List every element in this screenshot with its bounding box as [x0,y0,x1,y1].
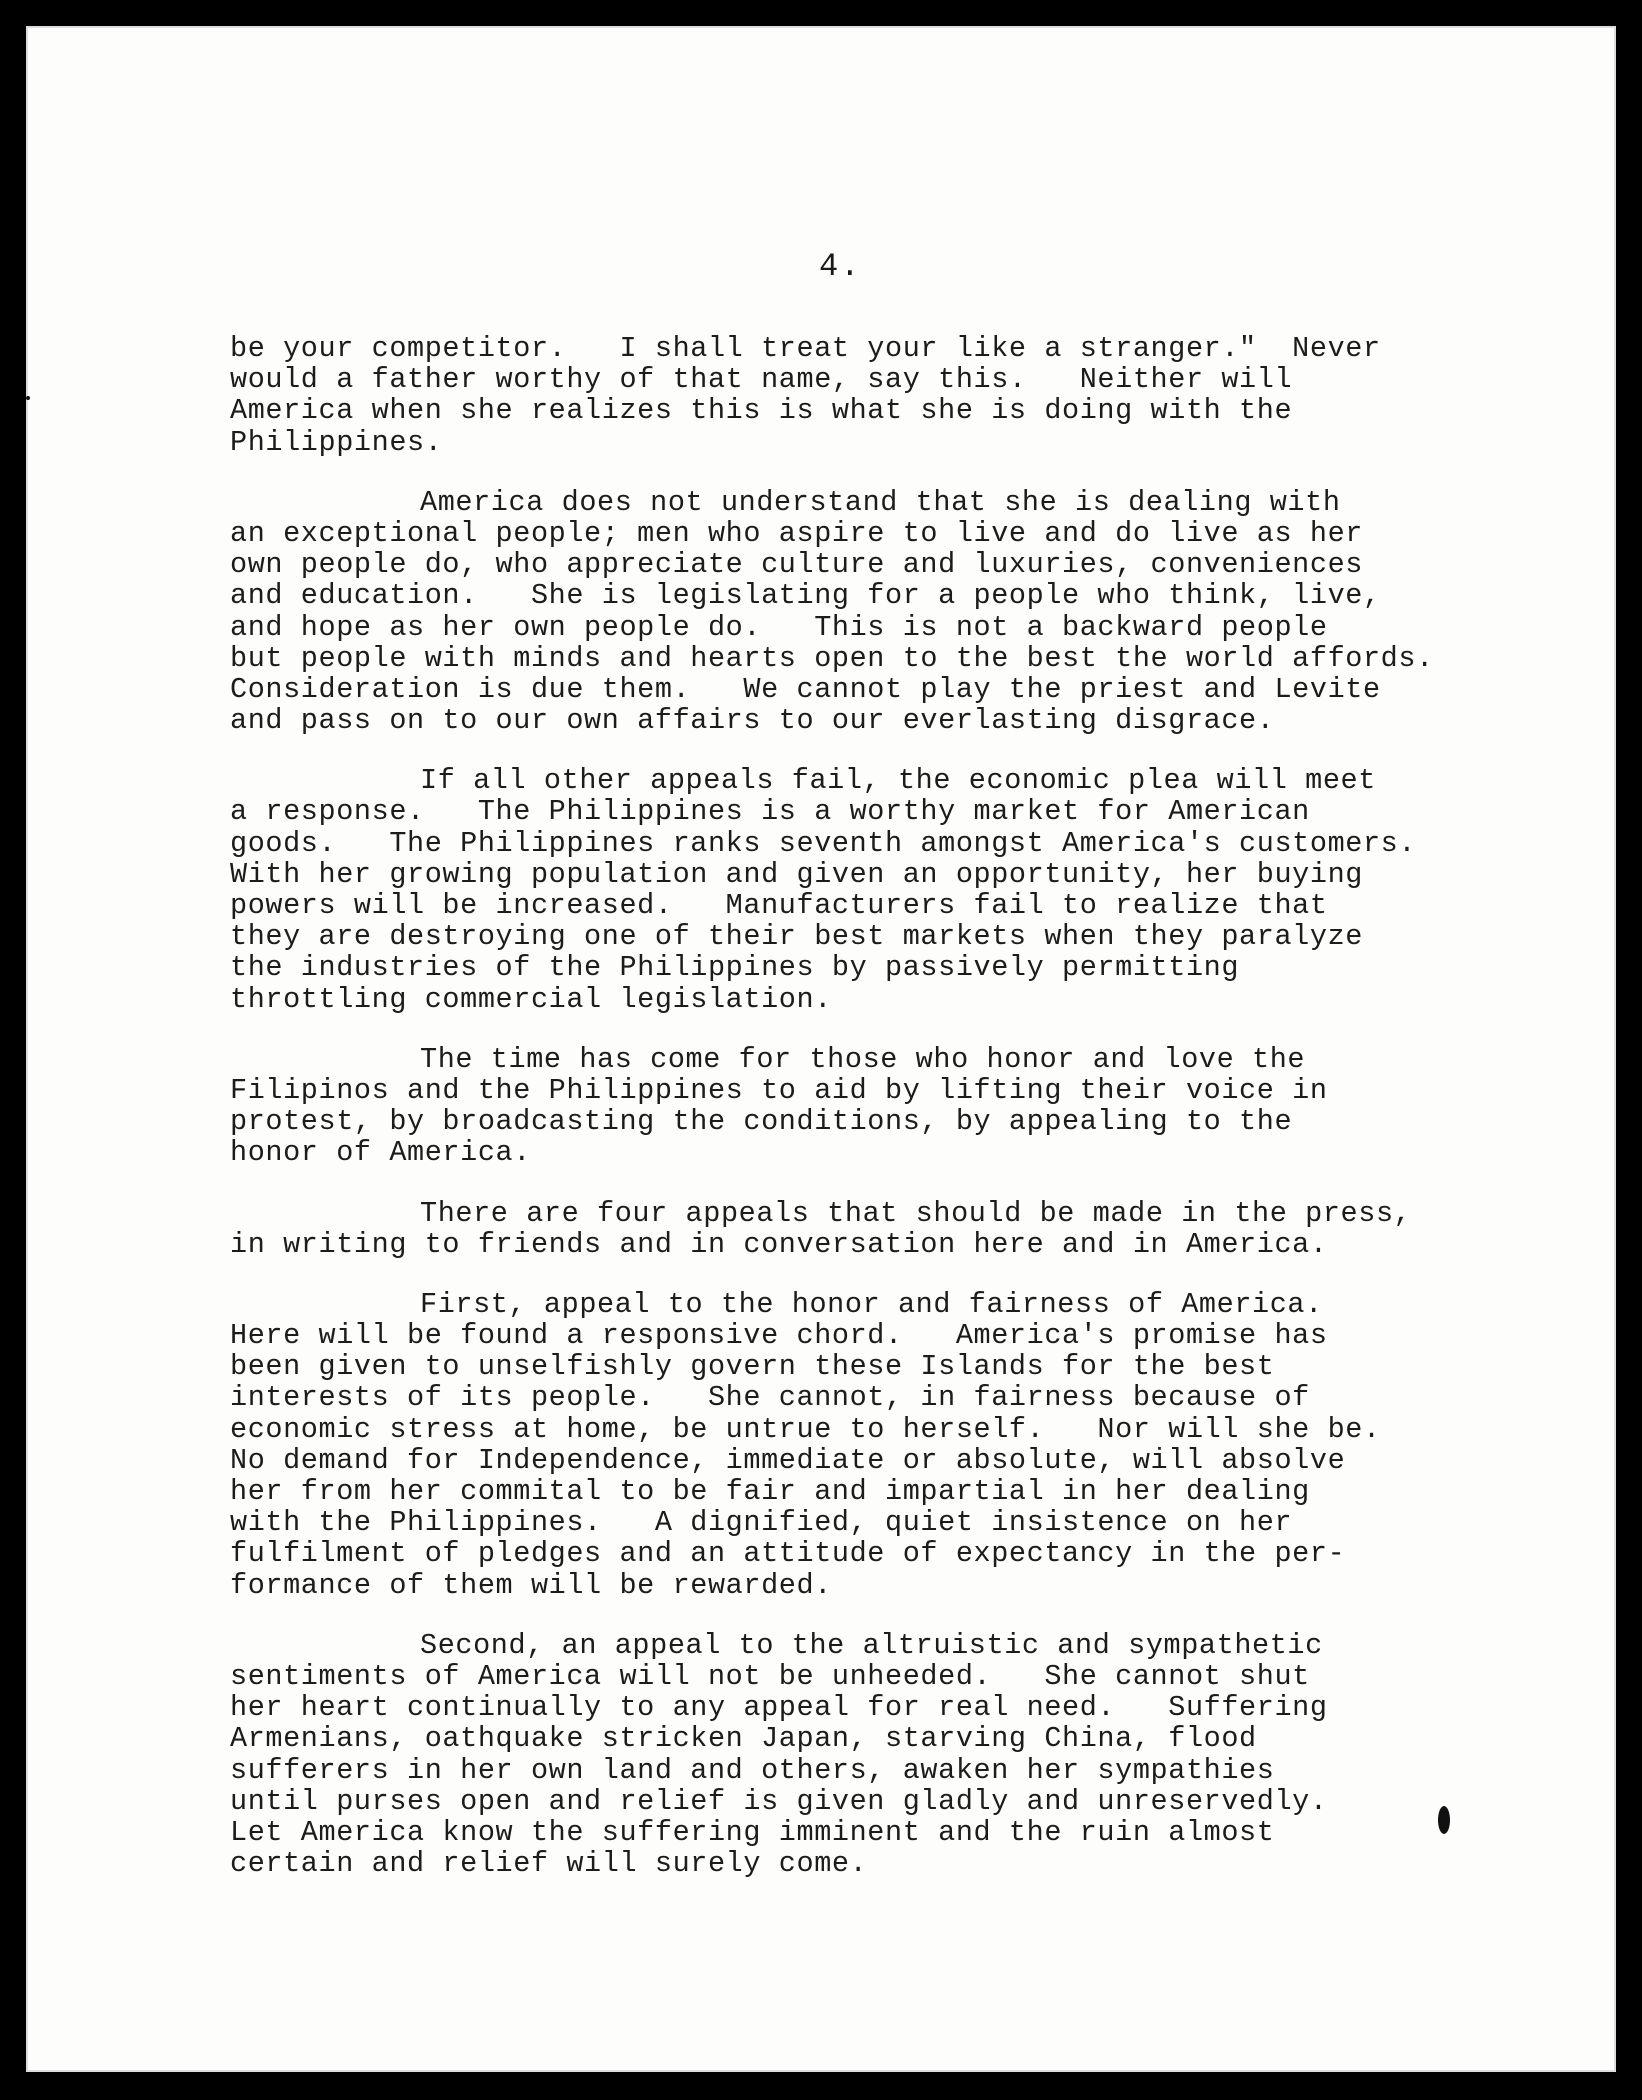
paragraph [230,333,1520,458]
text-line: throttling commercial legislation. [230,982,832,1016]
text-line: formance of them will be rewarded. [230,1568,832,1602]
paragraph [230,1044,1520,1169]
text-line: in writing to friends and in conversation here and in America. [230,1227,1328,1261]
text-line: been given to unselfishly govern these Islands for the best [230,1350,1275,1384]
paragraph [230,765,1520,1015]
typewritten-page [26,26,1616,2072]
text-line: own people do, who appreciate culture and luxuries, conveniences [230,548,1363,582]
paragraph [230,487,1520,737]
ink-speck [1438,1806,1450,1834]
text-line: with the Philippines. A dignified, quiet insistence on her [230,1506,1293,1540]
text-line: protest, by broadcasting the conditions, by appealing to the [230,1105,1293,1139]
text-line: If all other appeals fail, the economic plea will meet [420,764,1376,798]
text-line: sentiments of America will not be unheeded. She cannot shut [230,1659,1310,1693]
text-line: sufferers in her own land and others, awaken her sympathies [230,1753,1275,1787]
text-line: and pass on to our own affairs to our everlasting disgrace. [230,704,1275,738]
text-line: Let America know the suffering imminent and the ruin almost [230,1815,1275,1849]
text-line: until purses open and relief is given gladly and unreservedly. [230,1784,1328,1818]
text-line: Armenians, oathquake stricken Japan, starving China, flood [230,1722,1257,1756]
text-line: With her growing population and given an opportunity, her buying [230,857,1363,891]
text-line: be your competitor. I shall treat your like a stranger." Never [230,332,1381,365]
text-line: they are destroying one of their best markets when they paralyze [230,920,1363,954]
text-line: Consideration is due them. We cannot play the priest and Levite [230,672,1381,706]
document-body [230,333,1520,1908]
text-line: a response. The Philippines is a worthy market for American [230,795,1310,829]
ink-speck [26,396,30,400]
text-line: First, appeal to the honor and fairness of America. [420,1287,1323,1321]
page-number: 4. [819,248,862,285]
text-line: the industries of the Philippines by passively permitting [230,951,1240,985]
text-line: honor of America. [230,1136,531,1170]
text-line: and education. She is legislating for a people who think, live, [230,579,1381,613]
text-line: fulfilment of pledges and an attitude of expectancy in the per- [230,1537,1346,1571]
text-line: goods. The Philippines ranks seventh amongst America's customers. [230,826,1417,860]
text-line: her from her commital to be fair and impartial in her dealing [230,1475,1310,1508]
text-line: America when she realizes this is what she is doing with the [230,394,1293,428]
text-line: America does not understand that she is dealing with [420,485,1341,519]
text-line: Philippines. [230,425,443,459]
text-line: her heart continually to any appeal for real need. Suffering [230,1691,1328,1725]
paragraph [230,1289,1520,1601]
paragraph [230,1630,1520,1880]
text-line: powers will be increased. Manufacturers fail to realize that [230,889,1328,922]
text-line: No demand for Independence, immediate or absolute, will absolve [230,1443,1346,1477]
text-line: Second, an appeal to the altruistic and sympathetic [420,1628,1323,1662]
text-line: would a father worthy of that name, say this. Neither will [230,363,1293,397]
text-line: The time has come for those who honor and love the [420,1042,1306,1076]
text-line: certain and relief will surely come. [230,1847,868,1881]
paragraph [230,1198,1520,1260]
text-line: Here will be found a responsive chord. America's promise has [230,1319,1328,1353]
text-line: but people with minds and hearts open to the best the world affords. [230,641,1434,675]
text-line: Filipinos and the Philippines to aid by lifting their voice in [230,1073,1328,1107]
text-line: There are four appeals that should be made in the press, [420,1196,1412,1230]
text-line: interests of its people. She cannot, in fairness because of [230,1381,1310,1415]
text-line: economic stress at home, be untrue to herself. Nor will she be. [230,1412,1381,1446]
text-line: an exceptional people; men who aspire to live and do live as her [230,516,1363,550]
text-line: and hope as her own people do. This is not a backward people [230,610,1328,644]
